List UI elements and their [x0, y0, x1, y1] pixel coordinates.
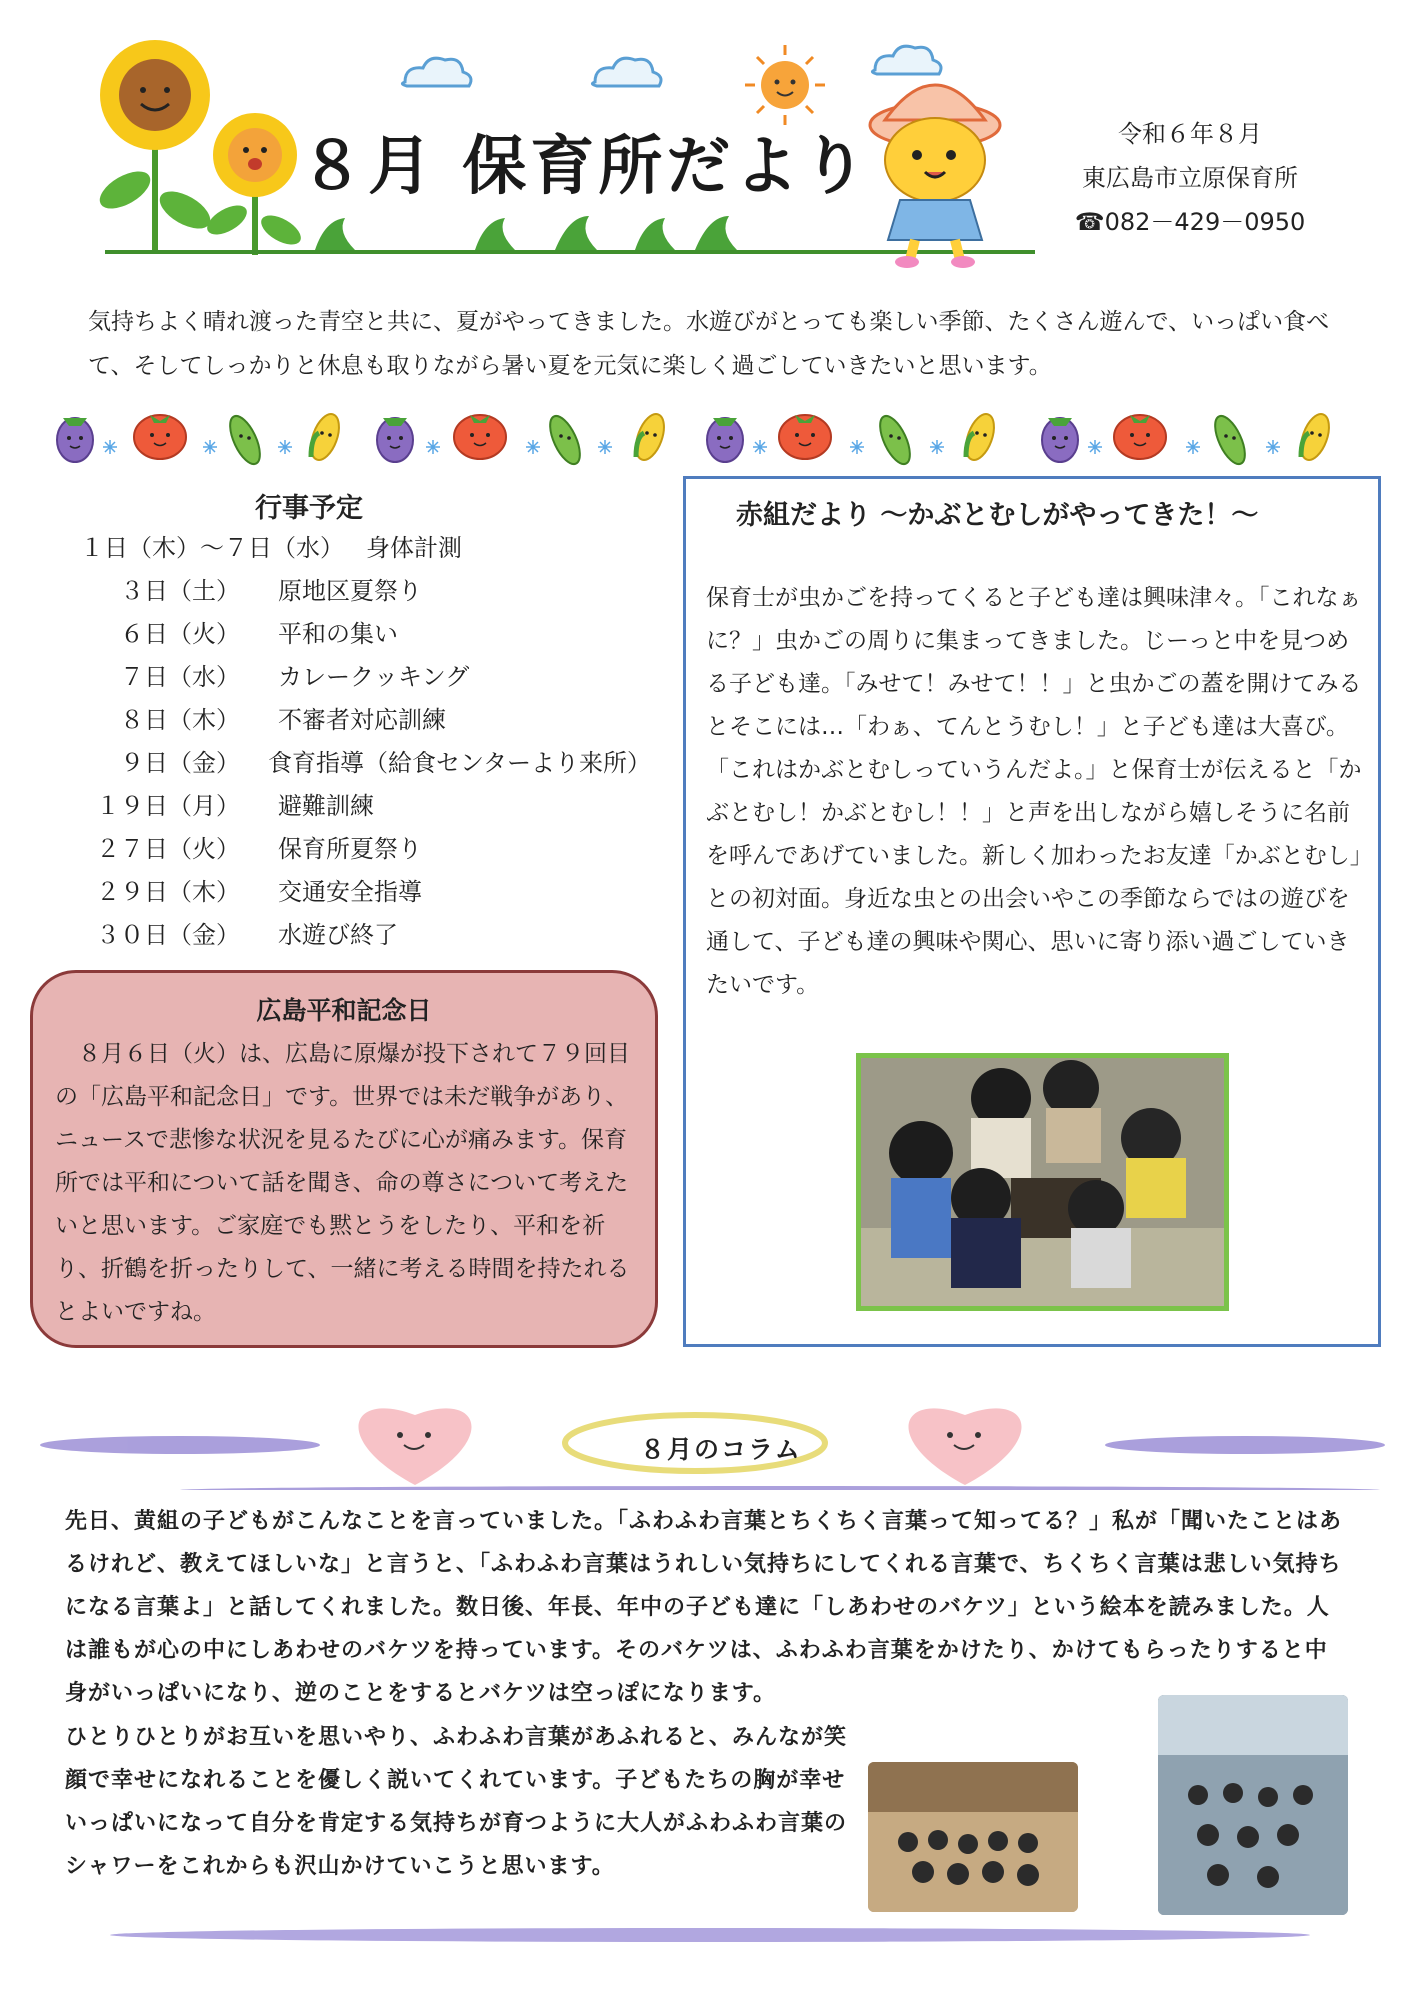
- schedule-event: 避難訓練: [278, 792, 374, 820]
- schedule-row: [60, 786, 670, 829]
- grass-icon: [315, 216, 737, 250]
- heart-icon: [359, 1408, 472, 1485]
- cat-character-icon: [870, 85, 1000, 268]
- column-body-top: 先日、黄組の子どもがこんなことを言っていました。「ふわふわ言葉とちくちく言葉って知ってる？」私が「聞いたことはあるけれど、教えてほしいな」と言うと、「ふわふわ言葉はうれしい気持ちにしてくれる言葉で、ちくちく言葉は悲しい気持ちになる言葉よ」と話してくれました。数日後、年長、年中の子ども達に「しあわせのバケツ」という絵本を読みました。人は誰もが心の中にしあわせのバケツを持っています。そのバケツは、ふわふわ言葉をかけたり、かけてもらったりすると中身がいっぱいになり、逆のことをするとバケツは空っぽになります。: [65, 1509, 1343, 1706]
- issue-date: 令和６年８月: [1118, 120, 1262, 148]
- nursery-name: 東広島市立原保育所: [1082, 164, 1298, 192]
- schedule-row: [60, 700, 670, 743]
- children-beetle-photo: [856, 1053, 1229, 1311]
- schedule-row: [60, 872, 670, 915]
- schedule-date: ２９日（木）: [96, 878, 240, 906]
- schedule-event: 水遊び終了: [278, 921, 398, 949]
- cloud-icon: [402, 46, 941, 86]
- schedule-row: [60, 614, 670, 657]
- schedule-event: 食育指導（給食センターより来所）: [268, 749, 652, 777]
- schedule-date: ８日（木）: [120, 706, 240, 734]
- column-title: ８月のコラム: [640, 1435, 802, 1464]
- akagumi-body: 保育士が虫かごを持ってくると子ども達は興味津々。「これなぁに？」虫かごの周りに集まってきました。じーっと中を見つめる子ども達。「みせて！みせて！！」と虫かごの蓋を開けてみるとそこには…「わぁ、てんとうむし！」と子ども達は大喜び。「これはかぶとむしっていうんだよ。」と保育士が伝えると「かぶとむし！かぶとむし！！」と声を出しながら嬉しそうに名前を呼んであげていました。新しく加わったお友達「かぶとむし」との初対面。身近な虫との出会いやこの季節ならではの遊びを通して、子ども達の興味や関心、思いに寄り添い過ごしていきたいです。: [706, 585, 1362, 998]
- schedule-date: ９日（金）: [120, 749, 240, 777]
- phone-number: ☎082－429－0950: [1074, 208, 1306, 236]
- page-title: ８月 保育所だより: [300, 130, 871, 204]
- column-body-bottom: ひとりひとりがお互いを思いやり、ふわふわ言葉があふれると、みんなが笑顔で幸せになれることを優しく説いてくれています。子どもたちの胸が幸せいっぱいになって自分を肯定する気持ちが育つように大人がふわふわ言葉のシャワーをこれからも沢山かけていこうと思います。: [65, 1725, 848, 1879]
- schedule-date: ３日（土）: [120, 577, 240, 605]
- schedule-date: １日（木）～７日（水）: [80, 534, 344, 562]
- children-storytime-photo: [1158, 1695, 1348, 1915]
- peace-memorial-body: ８月６日（火）は、広島に原爆が投下されて７９回目の「広島平和記念日」です。世界では未だ戦争があり、ニュースで悲惨な状況を見るたびに心が痛みます。保育所では平和について話を聞き、命の尊さについて考えたいと思います。ご家庭でも黙とうをしたり、平和を祈り、折鶴を折ったりして、一緒に考える時間を持たれるとよいですね。: [55, 1041, 630, 1325]
- intro-text: 気持ちよく晴れ渡った青空と共に、夏がやってきました。水遊びがとっても楽しい季節、たくさん遊んで、いっぱい食べて、そしてしっかりと休息も取りながら暑い夏を元気に楽しく過ごしていきたいと思います。: [88, 309, 1330, 379]
- schedule-date: ６日（火）: [120, 620, 240, 648]
- peace-memorial-box: [30, 970, 658, 1348]
- schedule-row: [60, 657, 670, 700]
- schedule-date: ３０日（金）: [96, 921, 240, 949]
- schedule-row: [60, 528, 670, 571]
- schedule-event: 身体計測: [366, 534, 462, 562]
- schedule-event: 不審者対応訓練: [278, 706, 446, 734]
- schedule-event: 原地区夏祭り: [278, 577, 422, 605]
- sun-icon: [745, 45, 825, 125]
- schedule-date: ７日（水）: [120, 663, 240, 691]
- schedule-event: 交通安全指導: [278, 878, 422, 906]
- schedule-row: [60, 571, 670, 614]
- schedule-event: 保育所夏祭り: [278, 835, 422, 863]
- heart-icon: [909, 1408, 1022, 1485]
- schedule-list: [60, 528, 670, 958]
- schedule-event: 平和の集い: [278, 620, 398, 648]
- schedule-row: [60, 915, 670, 958]
- sunflower-icon: [95, 40, 216, 250]
- schedule-row: [60, 743, 670, 786]
- akagumi-box: [683, 476, 1381, 1347]
- header-meta: [1070, 112, 1310, 244]
- schedule-date: ２７日（火）: [96, 835, 240, 863]
- peace-memorial-title: 広島平和記念日: [256, 996, 432, 1025]
- vegetable-divider: [45, 405, 1375, 475]
- schedule-title: 行事予定: [255, 493, 363, 524]
- schedule-date: １９日（月）: [96, 792, 240, 820]
- schedule-event: カレークッキング: [278, 663, 470, 691]
- schedule-row: [60, 829, 670, 872]
- akagumi-title: 赤組だより ～かぶとむしがやってきた！～: [736, 500, 1259, 531]
- children-classroom-photo: [868, 1762, 1078, 1912]
- sunflower-icon: [202, 113, 305, 255]
- lavender-footer-band: [100, 1920, 1320, 1950]
